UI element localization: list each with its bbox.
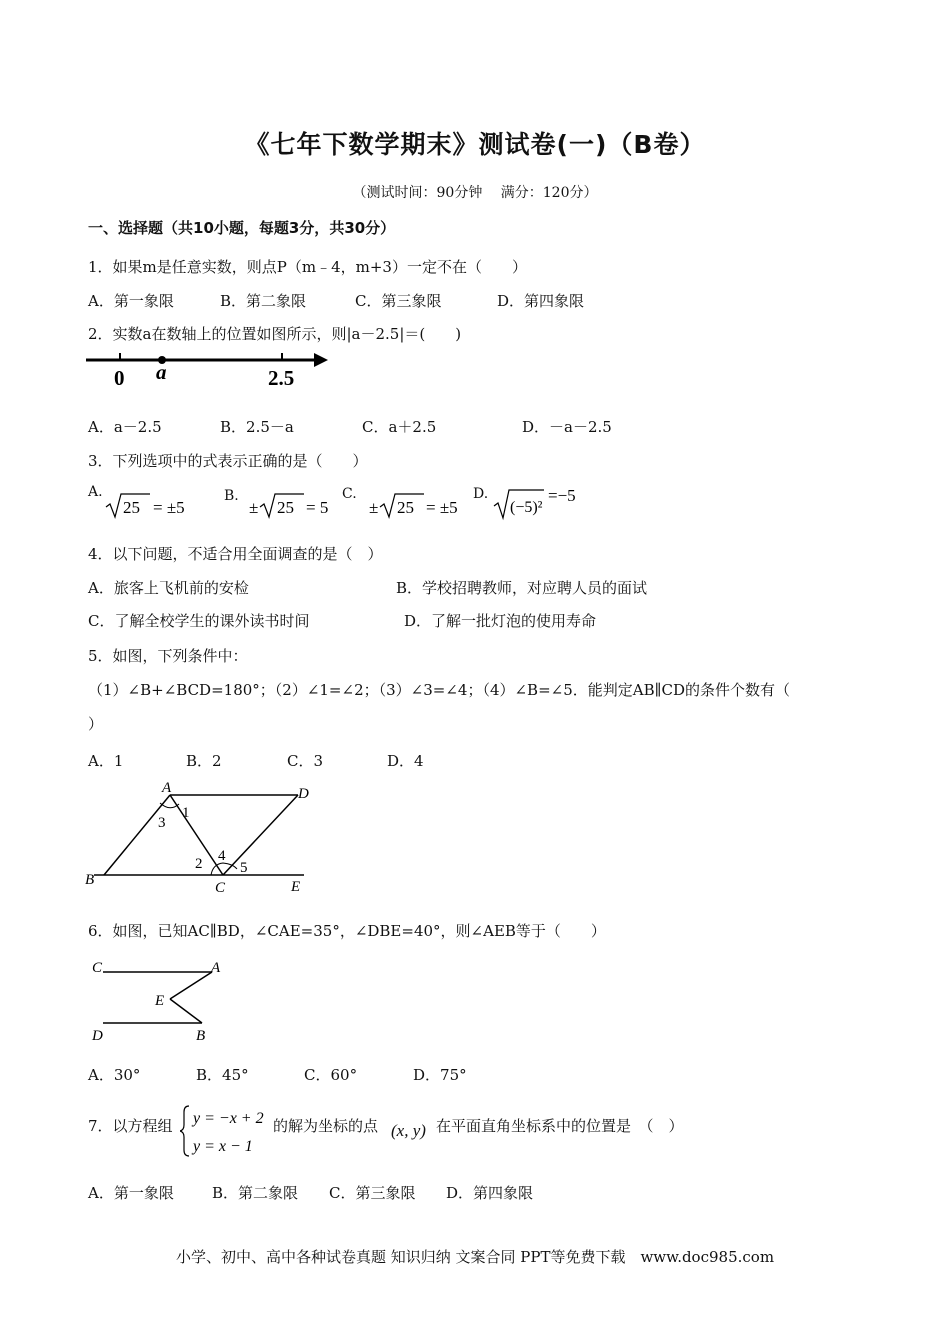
equation-system bbox=[180, 1102, 272, 1160]
label-zero: 0 bbox=[114, 366, 125, 390]
radicand: (−5)² bbox=[510, 499, 543, 516]
q4-option-d: D．了解一批灯泡的使用寿命 bbox=[404, 612, 597, 630]
label-a: a bbox=[156, 360, 167, 384]
q5-option-b: B．2 bbox=[186, 752, 222, 770]
q1-option-b: B．第二象限 bbox=[220, 292, 307, 310]
rhs: = ±5 bbox=[426, 498, 458, 517]
question-3-stem: 3．下列选项中的式表示正确的是（ ） bbox=[88, 452, 368, 470]
q3-option-a-expr bbox=[104, 490, 194, 520]
q2-option-b: B．2.5－a bbox=[220, 418, 294, 436]
equation-2: y = x − 1 bbox=[193, 1138, 253, 1155]
q2-option-d: D．－a－2.5 bbox=[522, 418, 612, 436]
q6-option-d: D．75° bbox=[413, 1066, 467, 1084]
q3-option-d-label: D. bbox=[473, 486, 489, 502]
prefix: ± bbox=[249, 498, 259, 517]
point-xy: (x, y) bbox=[391, 1121, 426, 1140]
question-4-stem: 4．以下问题，不适合用全面调查的是（ ） bbox=[88, 545, 383, 563]
label-B: B bbox=[85, 872, 95, 888]
rhs: = 5 bbox=[306, 498, 329, 517]
q3-option-b-expr bbox=[248, 490, 338, 520]
footer-text: 小学、初中、高中各种试卷真题 知识归纳 文案合同 PPT等免费下载 www.doc985.com bbox=[175, 1248, 775, 1266]
radicand: 25 bbox=[123, 498, 140, 517]
q3-option-b-label: B. bbox=[224, 488, 239, 504]
label-A: A bbox=[162, 780, 172, 796]
label-3: 3 bbox=[158, 815, 166, 831]
radicand: 25 bbox=[277, 498, 294, 517]
q6-option-c: C．60° bbox=[304, 1066, 358, 1084]
question-7-stem-mid: 的解为坐标的点 bbox=[273, 1117, 379, 1135]
q3-option-a-label: A. bbox=[88, 484, 103, 500]
label-E: E bbox=[291, 879, 301, 895]
q4-option-a: A．旅客上飞机前的安检 bbox=[88, 579, 249, 597]
section-heading: 一、选择题（共10小题，每题3分，共30分） bbox=[88, 219, 396, 237]
q3-option-d-expr bbox=[492, 484, 602, 522]
question-6-stem: 6．如图，已知AC∥BD，∠CAE=35°，∠DBE=40°，则∠AEB等于（ ） bbox=[88, 922, 606, 940]
question-1-stem: 1．如果m是任意实数，则点P（m﹣4，m+3）一定不在（ ） bbox=[88, 258, 527, 276]
q1-option-a: A．第一象限 bbox=[88, 292, 174, 310]
q5-option-a: A．1 bbox=[88, 752, 124, 770]
page-title: 《七年下数学期末》测试卷(一)（B卷） bbox=[244, 130, 706, 159]
label-5: 5 bbox=[240, 860, 248, 876]
q6-option-a: A．30° bbox=[88, 1066, 141, 1084]
label-A: A bbox=[211, 960, 221, 976]
rhs: = ±5 bbox=[153, 498, 185, 517]
q7-option-a: A．第一象限 bbox=[88, 1184, 174, 1202]
q7-option-d: D．第四象限 bbox=[446, 1184, 534, 1202]
question-7-stem-end: 在平面直角坐标系中的位置是 （ ） bbox=[436, 1117, 684, 1135]
label-C: C bbox=[215, 880, 226, 896]
q4-option-c: C．了解全校学生的课外读书时间 bbox=[88, 612, 310, 630]
left-brace bbox=[180, 1106, 189, 1156]
q4-option-b: B．学校招聘教师，对应聘人员的面试 bbox=[396, 579, 648, 597]
q6-option-b: B．45° bbox=[196, 1066, 249, 1084]
q7-option-c: C．第三象限 bbox=[329, 1184, 416, 1202]
label-C: C bbox=[92, 960, 103, 976]
equation-1: y = −x + 2 bbox=[193, 1110, 264, 1127]
label-1: 1 bbox=[182, 805, 190, 821]
q5-option-c: C．3 bbox=[287, 752, 324, 770]
label-two-point-five: 2.5 bbox=[268, 366, 295, 390]
question-5-close: ） bbox=[88, 715, 104, 733]
rhs: =−5 bbox=[548, 486, 576, 505]
question-5-stem: 5．如图，下列条件中： bbox=[88, 647, 248, 665]
label-E: E bbox=[155, 993, 165, 1009]
q1-option-c: C．第三象限 bbox=[355, 292, 442, 310]
question-5-conditions: （1）∠B+∠BCD=180°；（2）∠1=∠2；（3）∠3=∠4；（4）∠B=∠5．能判定AB∥CD的条件个数有（ bbox=[88, 681, 791, 699]
q2-option-c: C．a＋2.5 bbox=[362, 418, 437, 436]
parallel-lines-figure bbox=[88, 952, 238, 1046]
exam-info: （测试时间：90分钟 满分：120分） bbox=[352, 185, 598, 201]
label-4: 4 bbox=[218, 848, 226, 864]
parallelogram-figure bbox=[82, 776, 322, 898]
q3-option-c-label: C. bbox=[342, 486, 357, 502]
label-D: D bbox=[298, 786, 309, 802]
label-D: D bbox=[92, 1028, 103, 1044]
number-line-arrow bbox=[314, 353, 328, 367]
q7-option-b: B．第二象限 bbox=[212, 1184, 299, 1202]
number-line-figure bbox=[84, 348, 344, 392]
label-B: B bbox=[196, 1028, 206, 1044]
question-2-stem: 2．实数a在数轴上的位置如图所示，则|a－2.5|＝( ) bbox=[88, 325, 462, 343]
q5-option-d: D．4 bbox=[387, 752, 424, 770]
q2-option-a: A．a－2.5 bbox=[88, 418, 162, 436]
radicand: 25 bbox=[397, 498, 414, 517]
question-7-stem-start: 7．以方程组 bbox=[88, 1117, 173, 1135]
label-2: 2 bbox=[195, 856, 203, 872]
q3-option-c-expr bbox=[368, 490, 468, 520]
q1-option-d: D．第四象限 bbox=[497, 292, 585, 310]
prefix: ± bbox=[369, 498, 379, 517]
